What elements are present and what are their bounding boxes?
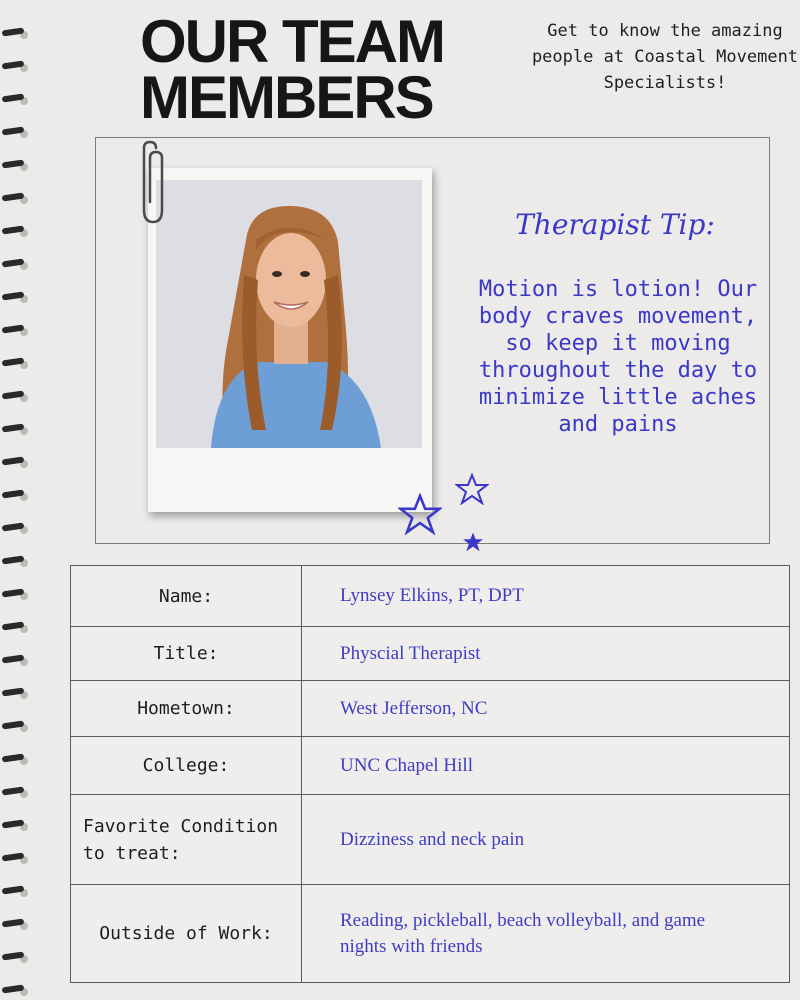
table-row bbox=[71, 627, 790, 681]
table-row bbox=[71, 681, 790, 737]
spiral-ring bbox=[2, 424, 28, 436]
row-value: Lynsey Elkins, PT, DPT bbox=[302, 566, 790, 627]
spiral-ring bbox=[2, 820, 28, 832]
spiral-ring bbox=[2, 259, 28, 271]
row-label: Favorite Condition to treat: bbox=[71, 795, 302, 885]
title-line-2: MEMBERS bbox=[140, 64, 433, 131]
star-icon bbox=[463, 533, 483, 551]
row-value: Dizziness and neck pain bbox=[302, 795, 790, 885]
spiral-ring bbox=[2, 787, 28, 799]
row-label: Title: bbox=[71, 627, 302, 681]
spiral-ring bbox=[2, 160, 28, 172]
spiral-ring bbox=[2, 193, 28, 205]
spiral-ring bbox=[2, 490, 28, 502]
spiral-binding bbox=[0, 0, 40, 1000]
spiral-ring bbox=[2, 952, 28, 964]
star-icon bbox=[398, 493, 442, 535]
team-member-photo bbox=[156, 180, 422, 448]
row-label: Hometown: bbox=[71, 681, 302, 737]
spiral-ring bbox=[2, 358, 28, 370]
row-value: West Jefferson, NC bbox=[302, 681, 790, 737]
spiral-ring bbox=[2, 226, 28, 238]
therapist-tip-heading: Therapist Tip: bbox=[515, 208, 715, 241]
spiral-ring bbox=[2, 292, 28, 304]
table-row bbox=[71, 795, 790, 885]
polaroid-photo-card bbox=[148, 168, 432, 512]
table-row bbox=[71, 737, 790, 795]
row-label: College: bbox=[71, 737, 302, 795]
row-value: UNC Chapel Hill bbox=[302, 737, 790, 795]
spiral-ring bbox=[2, 655, 28, 667]
spiral-ring bbox=[2, 61, 28, 73]
paperclip-icon bbox=[134, 140, 170, 226]
table-row bbox=[71, 566, 790, 627]
spiral-ring bbox=[2, 985, 28, 997]
spiral-ring bbox=[2, 622, 28, 634]
spiral-ring bbox=[2, 721, 28, 733]
spiral-ring bbox=[2, 886, 28, 898]
page-title bbox=[140, 8, 460, 131]
title-line-1: OUR TEAM bbox=[140, 8, 444, 75]
spiral-ring bbox=[2, 457, 28, 469]
spiral-ring bbox=[2, 919, 28, 931]
row-label: Outside of Work: bbox=[71, 885, 302, 983]
spiral-ring bbox=[2, 127, 28, 139]
intro-text: Get to know the amazing people at Coastal Movement Specialists! bbox=[531, 21, 799, 93]
spiral-ring bbox=[2, 589, 28, 601]
spiral-ring bbox=[2, 688, 28, 700]
row-value: Physcial Therapist bbox=[302, 627, 790, 681]
spiral-ring bbox=[2, 28, 28, 40]
spiral-ring bbox=[2, 853, 28, 865]
spiral-ring bbox=[2, 325, 28, 337]
spiral-ring bbox=[2, 556, 28, 568]
spiral-ring bbox=[2, 391, 28, 403]
row-label: Name: bbox=[71, 566, 302, 627]
spiral-ring bbox=[2, 754, 28, 766]
spiral-ring bbox=[2, 523, 28, 535]
star-icon bbox=[455, 473, 489, 505]
table-row bbox=[71, 885, 790, 983]
team-member-info-table bbox=[70, 565, 790, 983]
spiral-ring bbox=[2, 94, 28, 106]
therapist-tip-text: Motion is lotion! Our body craves movement, so keep it moving throughout the day to minimize little aches and pains bbox=[478, 277, 758, 437]
row-value: Reading, pickleball, beach volleyball, and game nights with friends bbox=[302, 885, 790, 983]
